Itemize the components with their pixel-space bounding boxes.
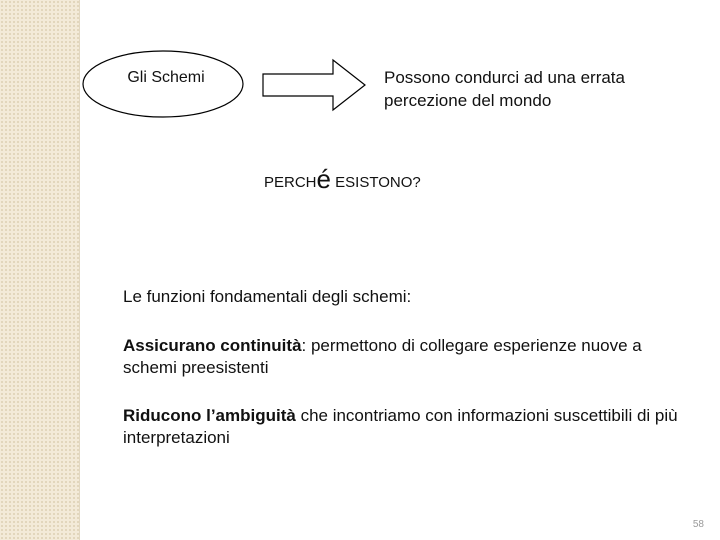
function-point-2 xyxy=(123,405,683,449)
ellipse-label: Gli Schemi xyxy=(127,69,205,86)
right-arrow xyxy=(263,60,365,110)
slide-number: 58 xyxy=(692,519,704,530)
point-1-rest: : permettono di collegare esperienze nuove a schemi preesistenti xyxy=(123,336,642,377)
question-accent: é xyxy=(316,164,331,194)
question-suffix: ESISTONO? xyxy=(330,174,421,191)
intro-text: Le funzioni fondamentali degli schemi: xyxy=(123,287,412,306)
question-prefix: PERCH xyxy=(264,174,317,191)
arrow-target-text: Possono condurci ad una errata percezione del mondo xyxy=(384,68,625,110)
question-heading xyxy=(264,164,421,198)
point-2-bold: Riducono l’ambiguità xyxy=(123,406,296,425)
point-1-bold: Assicurano continuità xyxy=(123,336,302,355)
function-point-1 xyxy=(123,335,683,379)
point-2-rest: che incontriamo con informazioni suscettibili di più interpretazioni xyxy=(123,406,678,447)
